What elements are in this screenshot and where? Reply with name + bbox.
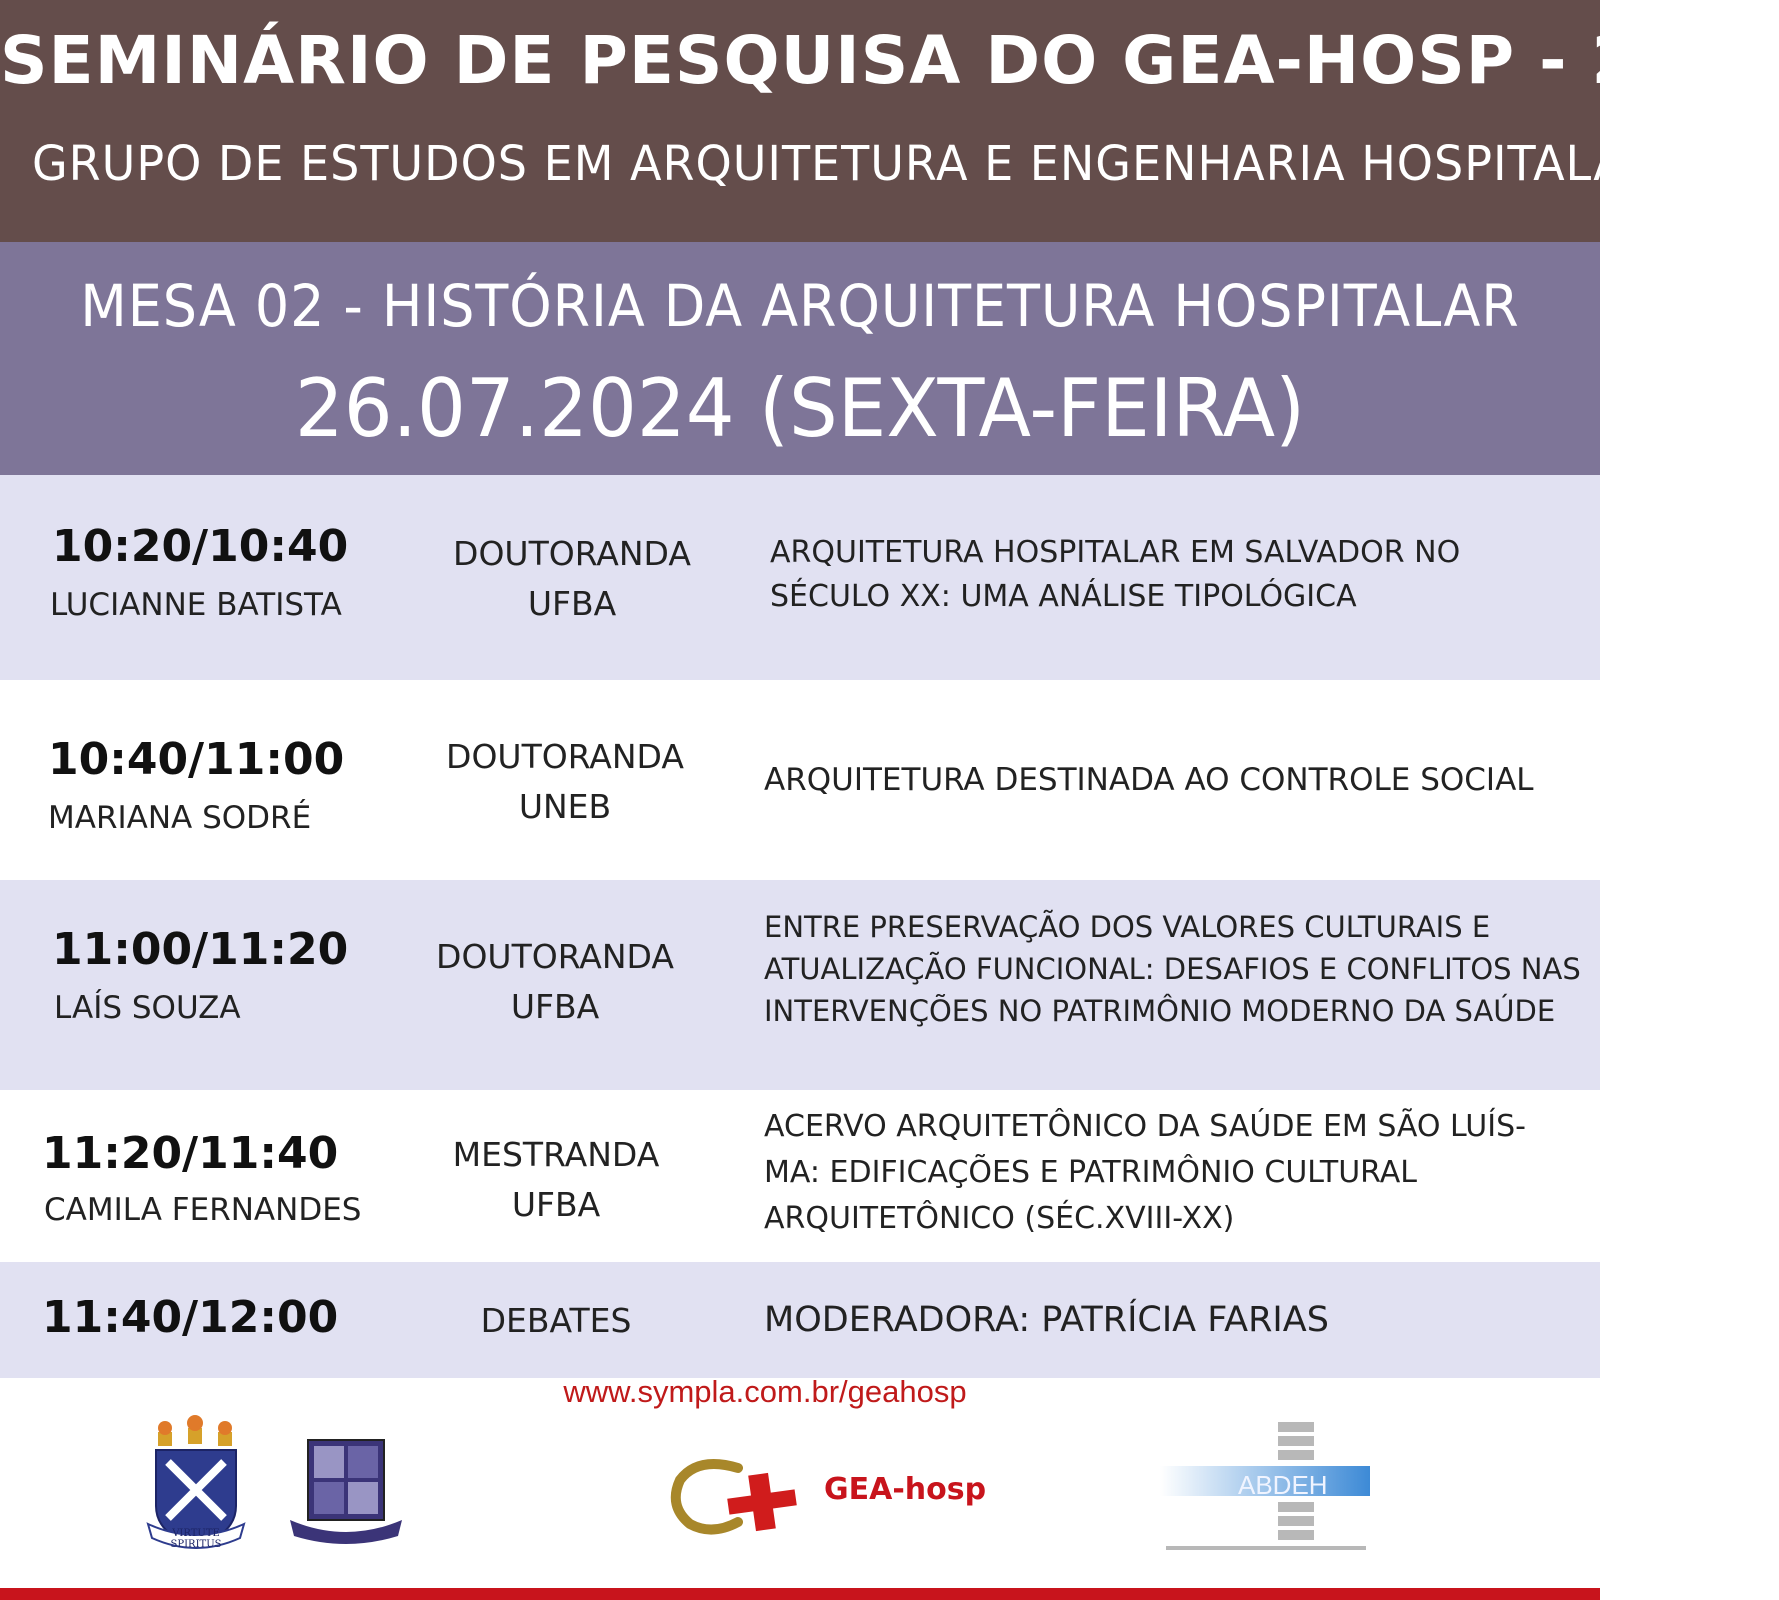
role-label: DOUTORANDA xyxy=(436,937,674,976)
institution-label: UFBA xyxy=(510,987,600,1026)
talk-title-line: ARQUITETÔNICO (SÉC.XVIII-XX) xyxy=(764,1201,1235,1236)
speaker-name: LAÍS SOUZA xyxy=(54,990,241,1026)
event-subtitle: GRUPO DE ESTUDOS EM ARQUITETURA E ENGENHARIA HOSPITALAR xyxy=(32,136,1659,192)
schedule-row xyxy=(0,1262,1600,1378)
role-label: DOUTORANDA xyxy=(446,737,684,776)
speaker-name: CAMILA FERNANDES xyxy=(44,1192,362,1228)
talk-time: 11:40/12:00 xyxy=(42,1292,339,1343)
institution-label: UNEB xyxy=(518,787,612,826)
talk-time: 10:20/10:40 xyxy=(52,521,349,572)
schedule-row xyxy=(0,680,1600,880)
talk-title xyxy=(764,906,1594,1032)
event-title: SEMINÁRIO DE PESQUISA DO GEA-HOSP - 2024 xyxy=(0,22,1779,99)
role-label: MESTRANDA xyxy=(452,1135,660,1174)
speaker-role xyxy=(405,932,705,1032)
abdeh-label: ABDEH xyxy=(1238,1470,1328,1500)
schedule-row xyxy=(0,880,1600,1090)
talk-time: 10:40/11:00 xyxy=(48,734,345,785)
talk-title-line: INTERVENÇÕES NO PATRIMÔNIO MODERNO DA SAÚDE xyxy=(764,994,1556,1028)
talk-title-line: MA: EDIFICAÇÕES E PATRIMÔNIO CULTURAL xyxy=(764,1155,1418,1190)
institution-label: UFBA xyxy=(511,1185,601,1224)
talk-title-line: ATUALIZAÇÃO FUNCIONAL: DESAFIOS E CONFLITOS NAS xyxy=(764,952,1581,986)
gea-hosp-logo-icon xyxy=(668,1450,818,1540)
talk-title-line: SÉCULO XX: UMA ANÁLISE TIPOLÓGICA xyxy=(770,579,1357,614)
talk-title xyxy=(764,758,1594,802)
speaker-name: LUCIANNE BATISTA xyxy=(50,587,342,623)
speaker-role xyxy=(415,732,715,832)
gea-hosp-label: GEA-hosp xyxy=(824,1472,987,1507)
schedule-row xyxy=(0,475,1600,680)
schedule-row xyxy=(0,1090,1600,1262)
talk-time: 11:00/11:20 xyxy=(52,924,349,975)
registration-link[interactable]: www.sympla.com.br/geahosp xyxy=(563,1374,967,1409)
bottom-accent-bar xyxy=(0,1588,1600,1600)
institution-label: UFBA xyxy=(527,584,617,623)
debate-label: DEBATES xyxy=(480,1301,632,1340)
talk-title xyxy=(764,1104,1594,1242)
logo-strip xyxy=(0,1410,1600,1580)
speaker-name: MARIANA SODRÉ xyxy=(48,800,312,836)
talk-title-line: ENTRE PRESERVAÇÃO DOS VALORES CULTURAIS E xyxy=(764,910,1491,944)
faculty-crest-icon xyxy=(286,1432,406,1550)
speaker-role xyxy=(422,529,722,629)
ufba-motto: VIRTUTE SPIRITUS xyxy=(170,1528,222,1550)
session-banner xyxy=(0,242,1600,475)
talk-title-line: ARQUITETURA HOSPITALAR EM SALVADOR NO xyxy=(770,535,1461,570)
session-title: MESA 02 - HISTÓRIA DA ARQUITETURA HOSPITALAR xyxy=(80,272,1520,340)
moderator: MODERADORA: PATRÍCIA FARIAS xyxy=(764,1300,1329,1340)
talk-title-line: ACERVO ARQUITETÔNICO DA SAÚDE EM SÃO LUÍS- xyxy=(764,1109,1526,1144)
speaker-role xyxy=(406,1130,706,1230)
event-header xyxy=(0,0,1779,242)
talk-time: 11:20/11:40 xyxy=(42,1128,339,1179)
session-date: 26.07.2024 (SEXTA-FEIRA) xyxy=(294,362,1306,455)
talk-title-line: ARQUITETURA DESTINADA AO CONTROLE SOCIAL xyxy=(764,762,1534,798)
talk-title xyxy=(770,531,1600,619)
role-label: DOUTORANDA xyxy=(453,534,691,573)
